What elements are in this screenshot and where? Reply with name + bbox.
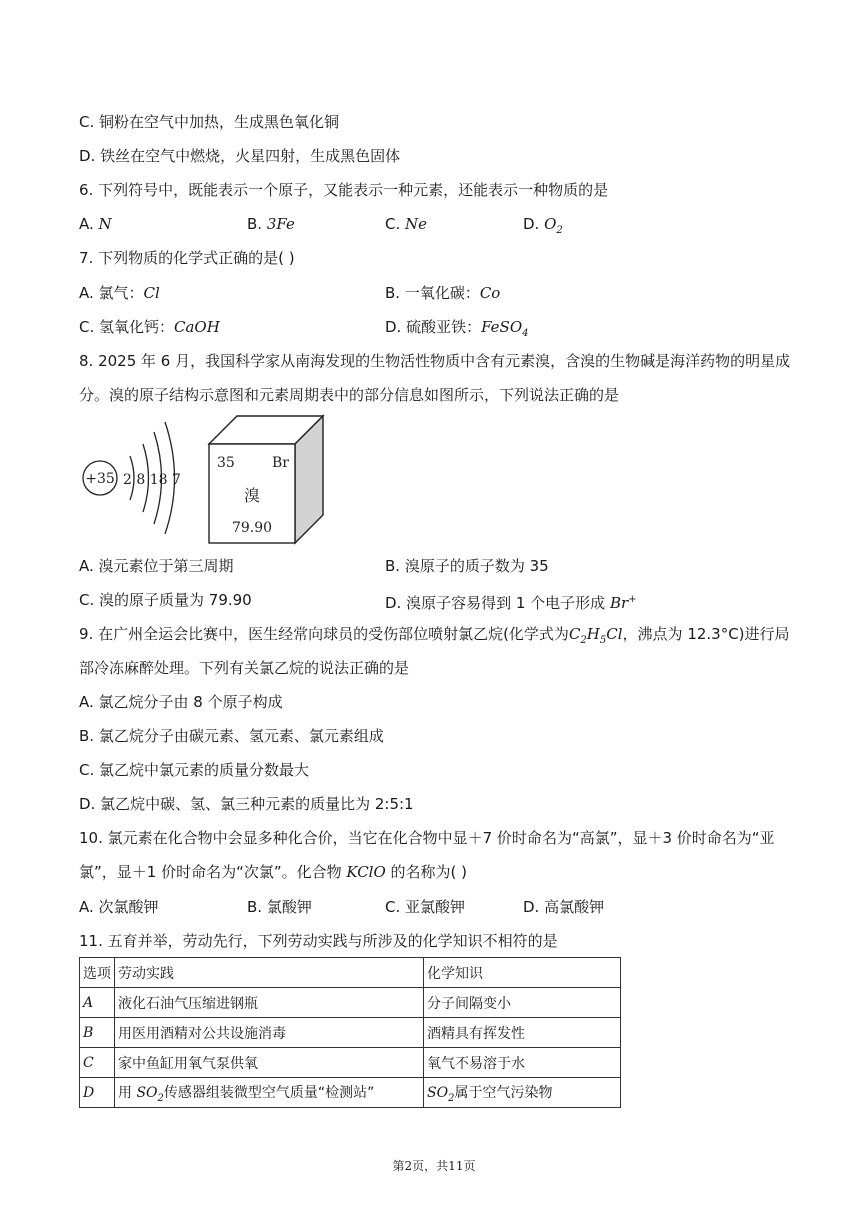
q7-option-d: D. 硫酸亚铁：FeSO$_4$ xyxy=(385,318,529,339)
q8-option-a: A. 溴元素位于第三周期 xyxy=(79,557,234,575)
q6-option-a: A. N xyxy=(79,215,112,233)
atomic-number: 35 xyxy=(217,455,235,471)
q8-stem-line1: 8. 2025 年 6 月，我国科学家从南海发现的生物活性物质中含有元素溴，含溴的生物碱是海洋药物的明星成 xyxy=(79,352,791,370)
q10-option-a: A. 次氯酸钾 xyxy=(79,898,159,916)
q10-option-c: C. 亚氯酸钾 xyxy=(385,898,466,916)
relative-atomic-mass: 79.90 xyxy=(231,520,273,536)
row-practice: 液化石油气压缩进钢瓶 xyxy=(115,988,424,1018)
header-practice: 劳动实践 xyxy=(115,958,424,988)
q8-option-c: C. 溴的原子质量为 79.90 xyxy=(79,591,252,609)
q10-stem-line1: 10. 氯元素在化合物中会显多种化合价，当它在化合物中显＋7 价时命名为“高氯”，显＋3 价时命名为“亚 xyxy=(79,829,775,847)
periodic-table-cell-bromine xyxy=(205,412,330,547)
row-practice: 用医用酒精对公共设施消毒 xyxy=(115,1018,424,1048)
row-option: A xyxy=(80,988,115,1018)
q10-stem-line2: 氯”，显＋1 价时命名为“次氯”。化合物 KClO 的名称为( ) xyxy=(79,863,468,881)
q10-option-d: D. 高氯酸钾 xyxy=(523,898,605,916)
bromine-atom-structure-diagram xyxy=(80,418,190,538)
row-option: D xyxy=(80,1078,115,1108)
row-option: B xyxy=(80,1018,115,1048)
q9-option-a: A. 氯乙烷分子由 8 个原子构成 xyxy=(79,693,283,711)
q7-stem: 7. 下列物质的化学式正确的是( ) xyxy=(79,249,295,267)
row-knowledge: 氧气不易溶于水 xyxy=(424,1048,621,1078)
q7-option-b: B. 一氧化碳：Co xyxy=(385,284,501,302)
row-knowledge: 酒精具有挥发性 xyxy=(424,1018,621,1048)
table-row xyxy=(80,1048,621,1078)
q9-option-b: B. 氯乙烷分子由碳元素、氢元素、氯元素组成 xyxy=(79,727,384,745)
q11-stem: 11. 五育并举，劳动先行，下列劳动实践与所涉及的化学知识不相符的是 xyxy=(79,932,558,950)
table-row xyxy=(80,988,621,1018)
q7-option-a: A. 氯气：Cl xyxy=(79,284,160,302)
q6-stem: 6. 下列符号中，既能表示一个原子，又能表示一种元素，还能表示一种物质的是 xyxy=(79,181,609,199)
q6-option-d: D. $O_2$ xyxy=(523,215,563,236)
q9-stem-line1: 9. 在广州全运会比赛中，医生经常向球员的受伤部位喷射氯乙烷(化学式为$C_2H_5Cl$，沸点为 12.3°C)进行局 xyxy=(79,625,790,646)
page-footer: 第2页，共11页 xyxy=(392,1159,476,1173)
nucleus-label: +35 xyxy=(85,471,115,487)
shell-electrons-label: 2 8 18 7 xyxy=(123,472,181,488)
q6-option-c: C. Ne xyxy=(385,215,428,233)
row-practice: 家中鱼缸用氧气泵供氧 xyxy=(115,1048,424,1078)
table-row xyxy=(80,1078,621,1108)
q6-option-b: B. 3Fe xyxy=(247,215,295,233)
header-knowledge: 化学知识 xyxy=(424,958,621,988)
q8-stem-line2: 分。溴的原子结构示意图和元素周期表中的部分信息如图所示，下列说法正确的是 xyxy=(79,386,620,404)
q9-stem-line2: 部冷冻麻醉处理。下列有关氯乙烷的说法正确的是 xyxy=(79,659,410,677)
row-knowledge: 分子间隔变小 xyxy=(424,988,621,1018)
q10-option-b: B. 氯酸钾 xyxy=(247,898,312,916)
header-option: 选项 xyxy=(80,958,115,988)
row-option: C xyxy=(80,1048,115,1078)
element-name: 溴 xyxy=(243,486,261,505)
q5-option-d: D. 铁丝在空气中燃烧，火星四射，生成黑色固体 xyxy=(79,147,401,165)
q8-option-d: D. 溴原子容易得到 1 个电子形成 Br+ xyxy=(385,594,637,612)
table-row xyxy=(80,1018,621,1048)
row-knowledge: $SO_2$属于空气污染物 xyxy=(424,1078,621,1108)
element-symbol: Br xyxy=(272,455,289,471)
row-practice: 用 $SO_2$传感器组装微型空气质量“检测站” xyxy=(115,1078,424,1108)
table-header-row xyxy=(80,958,621,988)
q5-option-c: C. 铜粉在空气中加热，生成黑色氧化铜 xyxy=(79,113,340,131)
q7-option-c: C. 氢氧化钙：CaOH xyxy=(79,318,220,336)
q9-option-d: D. 氯乙烷中碳、氢、氯三种元素的质量比为 2:5:1 xyxy=(79,795,414,813)
q9-option-c: C. 氯乙烷中氯元素的质量分数最大 xyxy=(79,761,310,779)
q8-option-b: B. 溴原子的质子数为 35 xyxy=(385,557,549,575)
q11-options-table xyxy=(79,957,621,1108)
